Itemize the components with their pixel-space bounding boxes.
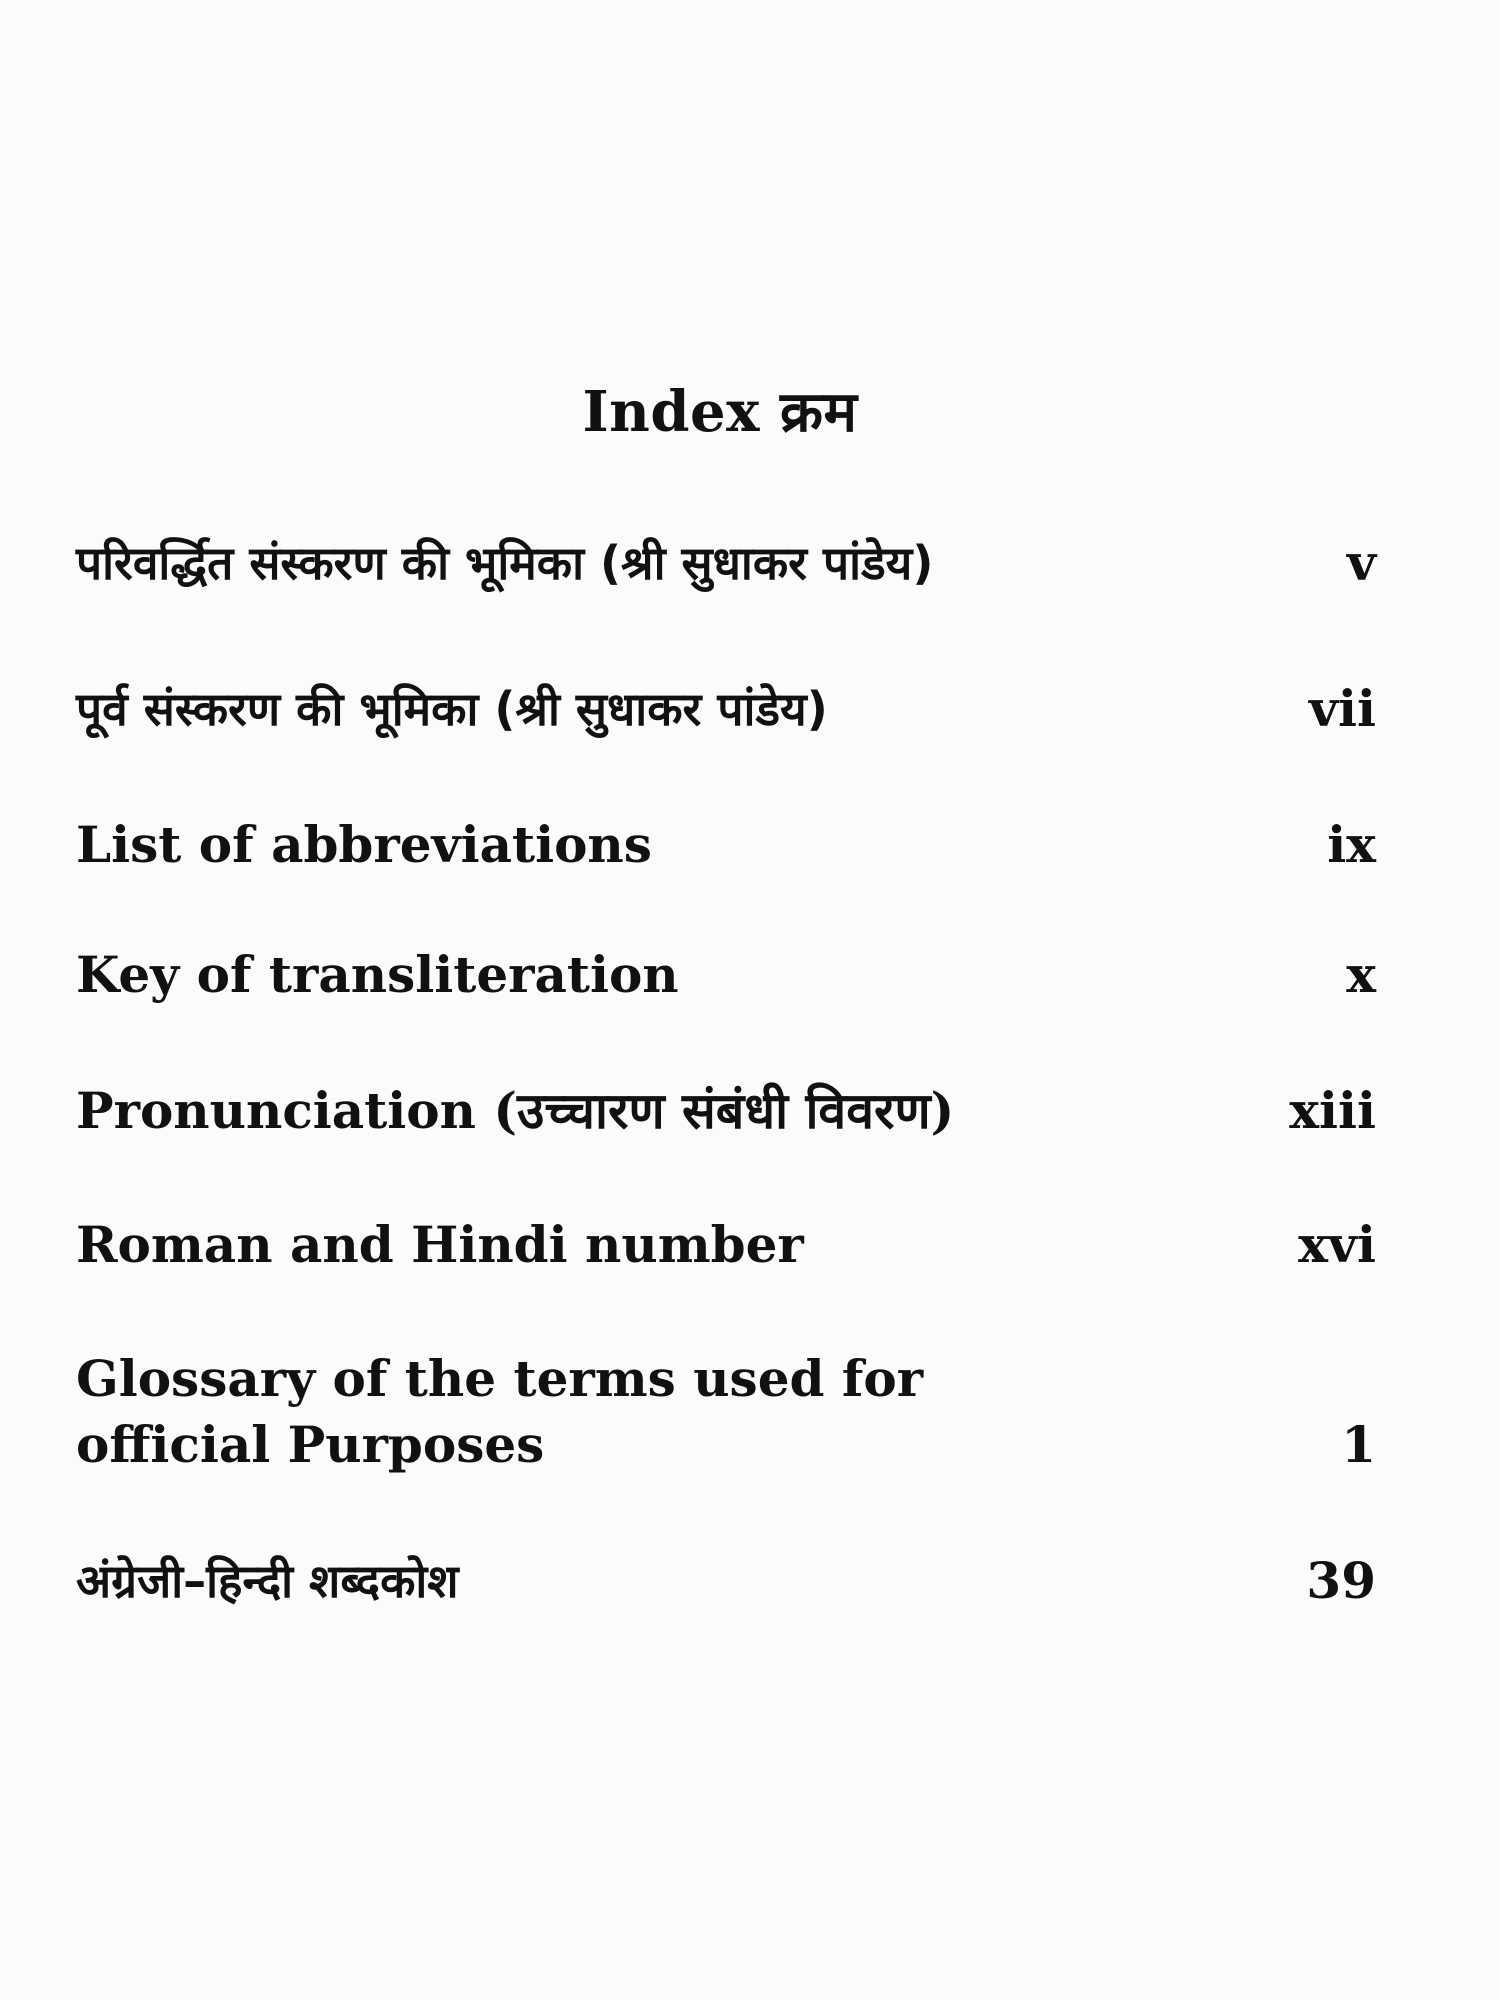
- toc-entry-label: Pronunciation (उच्चारण संबंधी विवरण): [76, 1081, 955, 1140]
- toc-entry-page: xiii: [1289, 1081, 1376, 1140]
- toc-entry-glossary: [76, 1346, 1376, 1478]
- toc-entry-label: अंग्रेजी–हिन्दी शब्दकोश: [76, 1554, 459, 1608]
- toc-entry-preface-previous-edition: [76, 676, 1376, 742]
- toc-entry-page: x: [1346, 945, 1376, 1004]
- page-title: Index क्रम: [582, 379, 858, 445]
- toc-entry-label: पूर्व संस्करण की भूमिका (श्री सुधाकर पांडेय): [76, 682, 828, 736]
- toc-entry-page: 1: [1341, 1415, 1376, 1474]
- toc-entry-label: Roman and Hindi number: [76, 1215, 804, 1274]
- toc-entry-pronunciation: [76, 1078, 1376, 1144]
- toc-entry-label: Key of transliteration: [76, 945, 679, 1004]
- toc-entry-roman-hindi-number: [76, 1212, 1376, 1278]
- toc-entry-abbreviations: [76, 812, 1376, 878]
- toc-entry-page: ix: [1327, 815, 1376, 874]
- toc-entry-page: v: [1346, 533, 1376, 592]
- toc-entry-transliteration: [76, 942, 1376, 1008]
- toc-entry-preface-enlarged-edition: [76, 530, 1376, 596]
- toc-entry-page: 39: [1306, 1551, 1376, 1610]
- toc-entry-english-hindi-dictionary: [76, 1548, 1376, 1614]
- toc-entry-page: vii: [1308, 679, 1376, 738]
- toc-entry-page: xvi: [1298, 1215, 1376, 1274]
- toc-entry-label: Glossary of the terms used for official Purposes: [76, 1349, 924, 1474]
- toc-entry-label: List of abbreviations: [76, 815, 652, 874]
- toc-entry-label: परिवर्द्धित संस्करण की भूमिका (श्री सुधाकर पांडेय): [76, 536, 934, 590]
